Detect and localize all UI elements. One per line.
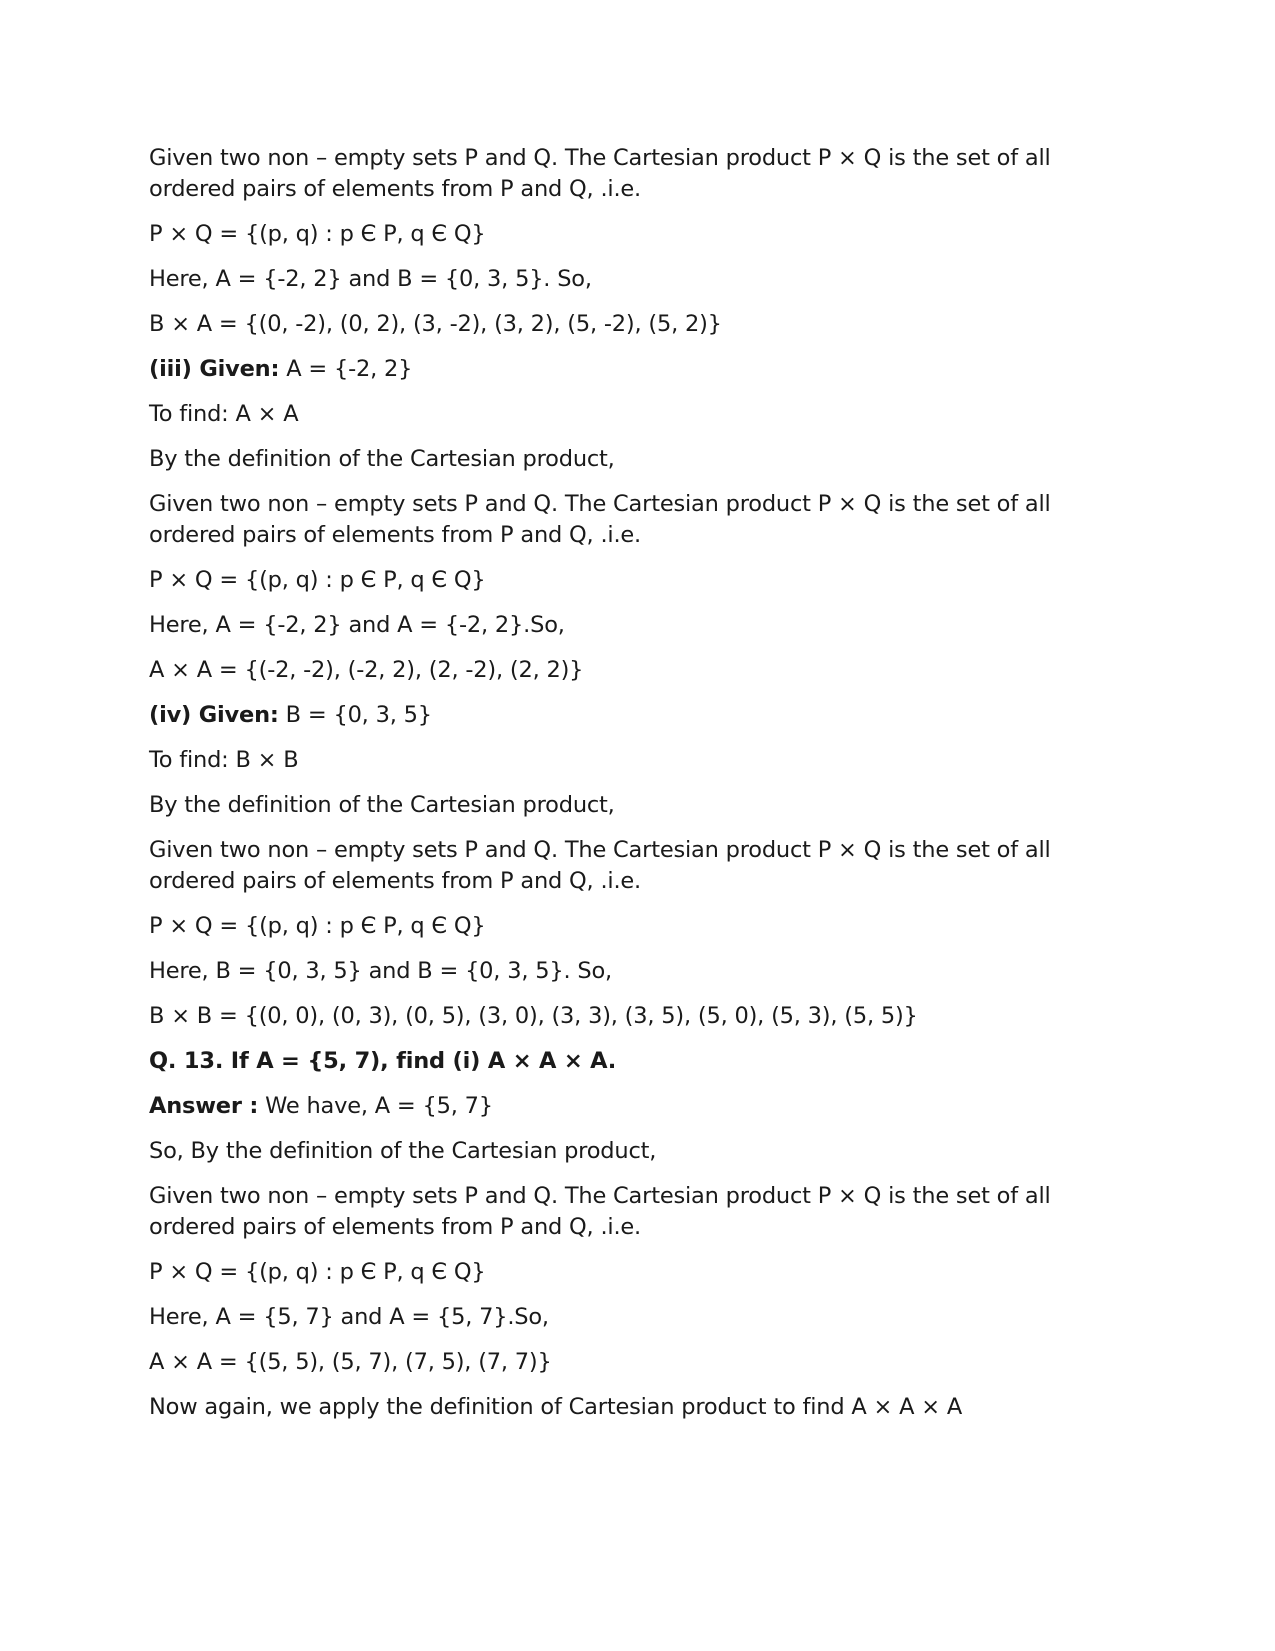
- text-line: Given two non – empty sets P and Q. The Cartesian product P × Q is the set of all: [149, 1183, 1051, 1209]
- text-line: Here, A = {5, 7} and A = {5, 7}.So,: [149, 1304, 549, 1330]
- bold-label: Answer :: [149, 1093, 259, 1119]
- text-span: A = {-2, 2}: [279, 356, 413, 382]
- text-line: A × A = {(-2, -2), (-2, 2), (2, -2), (2, 2)}: [149, 657, 584, 683]
- text-line: P × Q = {(p, q) : p Є P, q Є Q}: [149, 913, 486, 939]
- text-line: ordered pairs of elements from P and Q, .i.e.: [149, 868, 641, 894]
- text-line: Here, A = {-2, 2} and B = {0, 3, 5}. So,: [149, 266, 592, 292]
- bold-label: (iv) Given:: [149, 702, 279, 728]
- bold-label: (iii) Given:: [149, 356, 280, 382]
- text-line: P × Q = {(p, q) : p Є P, q Є Q}: [149, 567, 486, 593]
- text-line: A × A = {(5, 5), (5, 7), (7, 5), (7, 7)}: [149, 1349, 552, 1375]
- text-line: Given two non – empty sets P and Q. The Cartesian product P × Q is the set of all: [149, 145, 1051, 171]
- text-line: To find: B × B: [149, 747, 299, 773]
- text-span: We have, A = {5, 7}: [258, 1093, 493, 1119]
- text-line: ordered pairs of elements from P and Q, .i.e.: [149, 522, 641, 548]
- text-line: ordered pairs of elements from P and Q, .i.e.: [149, 176, 641, 202]
- text-line: Given two non – empty sets P and Q. The Cartesian product P × Q is the set of all: [149, 491, 1051, 517]
- text-line: Here, A = {-2, 2} and A = {-2, 2}.So,: [149, 612, 565, 638]
- text-line: [149, 1091, 1149, 1122]
- text-line: By the definition of the Cartesian product,: [149, 446, 615, 472]
- text-line: B × B = {(0, 0), (0, 3), (0, 5), (3, 0), (3, 3), (3, 5), (5, 0), (5, 3), (5, 5)}: [149, 1003, 918, 1029]
- text-line: P × Q = {(p, q) : p Є P, q Є Q}: [149, 221, 486, 247]
- text-line: [149, 700, 1149, 731]
- text-line: Here, B = {0, 3, 5} and B = {0, 3, 5}. So,: [149, 958, 612, 984]
- text-line: By the definition of the Cartesian product,: [149, 792, 615, 818]
- question-heading: Q. 13. If A = {5, 7), find (i) A × A × A.: [149, 1048, 617, 1074]
- text-line: To find: A × A: [149, 401, 299, 427]
- text-line: B × A = {(0, -2), (0, 2), (3, -2), (3, 2), (5, -2), (5, 2)}: [149, 311, 722, 337]
- text-line: Now again, we apply the definition of Cartesian product to find A × A × A: [149, 1394, 963, 1420]
- text-line: Given two non – empty sets P and Q. The Cartesian product P × Q is the set of all: [149, 837, 1051, 863]
- text-line: So, By the definition of the Cartesian product,: [149, 1138, 657, 1164]
- text-span: B = {0, 3, 5}: [278, 702, 432, 728]
- text-line: [149, 354, 1149, 385]
- text-line: ordered pairs of elements from P and Q, .i.e.: [149, 1214, 641, 1240]
- text-line: P × Q = {(p, q) : p Є P, q Є Q}: [149, 1259, 486, 1285]
